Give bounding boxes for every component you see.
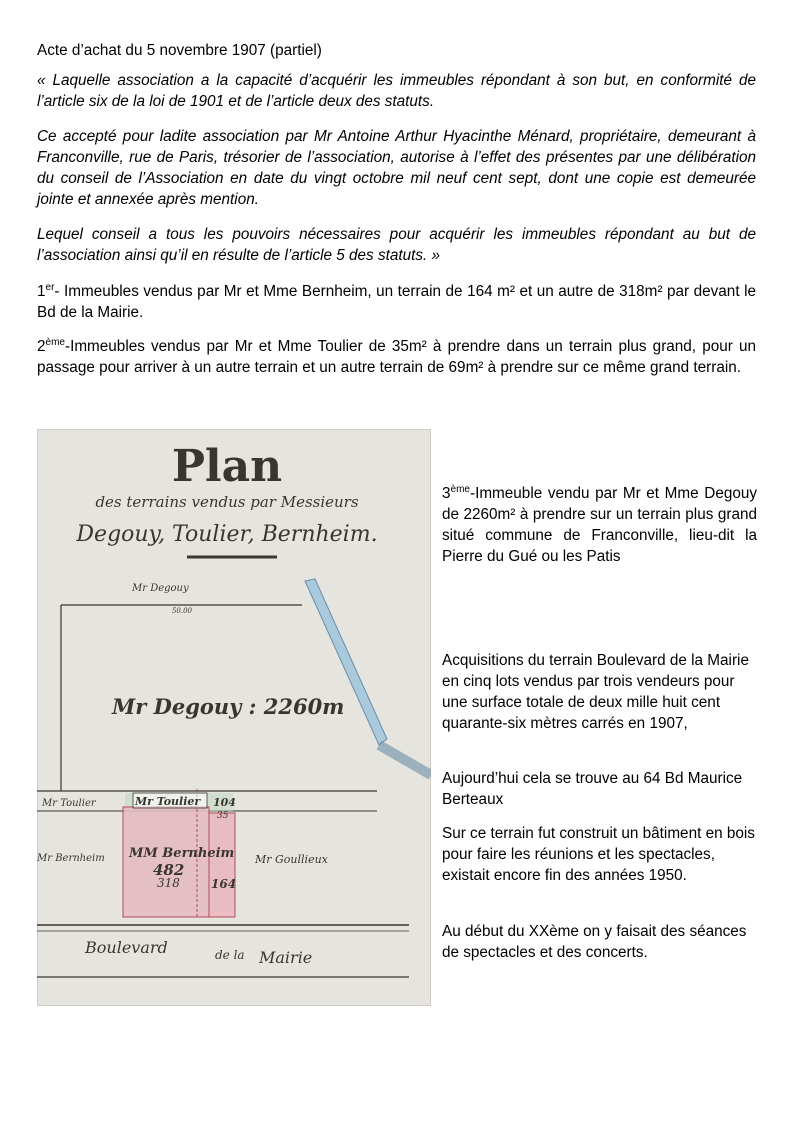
item-first-suffix: er <box>45 282 55 293</box>
item-third-text: -Immeuble vendu par Mr et Mme Degouy de 2260m² à prendre sur un terrain plus grand situé commune de Franconville, lieu-dit la Pierre du Gué ou les Patis <box>442 485 757 565</box>
item-second-text: -Immeubles vendus par Mr et Mme Toulier de 35m² à prendre dans un terrain plus grand, pour un passage pour arriver à un autre terrain et un autre terrain de 69m² à prendre sur ce même grand terrain. <box>37 338 756 376</box>
plan-bernheim-lot: MM Bernheim <box>129 846 235 861</box>
side-xx-century: Au début du XXème on y faisait des séances de spectacles et des concerts. <box>442 923 747 961</box>
item-third <box>442 483 757 567</box>
plan-area-318: 318 <box>157 876 180 890</box>
side-building: Sur ce terrain fut construit un bâtiment en bois pour faire les réunions et les spectacles, existait encore fin des années 1950. <box>442 825 755 884</box>
plan-degouy-lot: Mr Degouy : 2260m <box>112 694 345 719</box>
plan-de-la: de la <box>215 948 245 962</box>
quote-paragraph-2: Ce accepté pour ladite association par Mr Antoine Arthur Hyacinthe Ménard, propriétaire, demeurant à Franconville, rue de Paris, trésorier de l’association, autorise à l’effet des présentes par une délibération du conseil de l’Association en date du vingt octobre mil neuf cent sept, dont une copie est demeurée jointe et annexée après mention. <box>37 128 756 208</box>
item-second-number: 2 <box>37 338 46 355</box>
plan-toulier-area2: 35 <box>217 811 229 821</box>
plan-mairie: Mairie <box>259 948 313 967</box>
side-acquisitions: Acquisitions du terrain Boulevard de la Mairie en cinq lots vendus par trois vendeurs pour une surface totale de deux mille huit cent quarante-six mètres carrés en 1907, <box>442 652 749 732</box>
quote-paragraph-1: « Laquelle association a la capacité d’acquérir les immeubles répondant à son but, en conformité de l’article six de la loi de 1901 et de l’article deux des statuts. <box>37 72 756 110</box>
plan-toulier-area: 104 <box>213 796 236 809</box>
item-first <box>37 281 756 323</box>
plan-goullieux: Mr Goullieux <box>255 853 328 866</box>
plan-bernheim-area: 482 <box>153 861 185 879</box>
plan-subtitle: des terrains vendus par Messieurs <box>95 493 359 511</box>
item-second-suffix: ème <box>45 337 65 348</box>
plan-toulier-left: Mr Toulier <box>42 798 96 809</box>
plan-boulevard: Boulevard <box>85 938 168 957</box>
item-third-number: 3 <box>442 485 451 502</box>
item-first-text: - Immeubles vendus par Mr et Mme Bernheim, un terrain de 164 m² et un autre de 318m² par devant le Bd de la Mairie. <box>37 283 756 321</box>
plan-dim-top: 50.00 <box>171 607 193 615</box>
plan-bernheim-left: Mr Bernheim <box>37 853 105 864</box>
plan-names: Degouy, Toulier, Bernheim. <box>76 522 378 547</box>
document-heading: Acte d’achat du 5 novembre 1907 (partiel) <box>37 42 322 59</box>
plan-area-164: 164 <box>211 877 237 891</box>
plan-title: Plan <box>171 441 283 492</box>
item-first-number: 1 <box>37 283 46 300</box>
side-today: Aujourd’hui cela se trouve au 64 Bd Maurice Berteaux <box>442 770 743 808</box>
plan-mr-degouy-top: Mr Degouy <box>132 583 189 594</box>
plan-toulier-lot: Mr Toulier <box>135 795 201 808</box>
item-third-suffix: ème <box>450 484 470 495</box>
quote-paragraph-3: Lequel conseil a tous les pouvoirs nécessaires pour acquérir les immeubles répondant au but de l’association ainsi qu’il en résulte de l’article 5 des statuts. » <box>37 226 756 264</box>
item-second <box>37 336 756 378</box>
plan-image <box>37 429 431 1006</box>
plan-pink-lot-164 <box>209 813 235 917</box>
